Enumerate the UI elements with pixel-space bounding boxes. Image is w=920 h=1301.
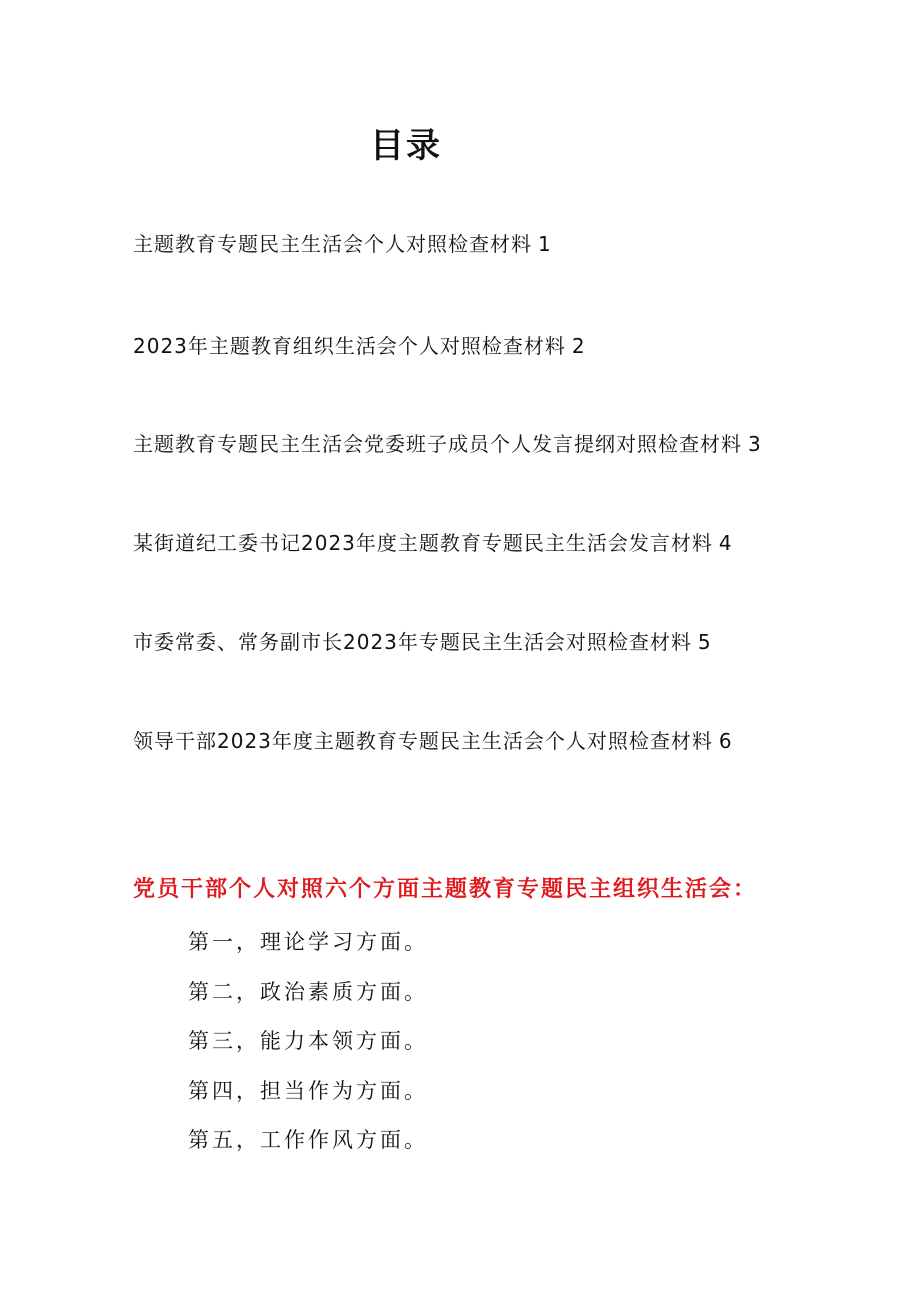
aspect-item: 第四，担当作为方面。 [188, 1079, 428, 1103]
aspect-item: 第五，工作作风方面。 [188, 1128, 428, 1152]
toc-entry-text: 某街道纪工委书记2023年度主题教育专题民主生活会发言材料 [133, 531, 713, 555]
toc-entry[interactable] [133, 726, 733, 756]
toc-entry-page: 6 [718, 729, 733, 753]
toc-entry-page: 4 [718, 531, 733, 555]
toc-entry-text: 市委常委、常务副市长2023年专题民主生活会对照检查材料 [133, 630, 692, 654]
toc-entry-text: 主题教育专题民主生活会党委班子成员个人发言提纲对照检查材料 [133, 432, 742, 456]
toc-entry-page: 2 [571, 334, 586, 358]
toc-entry-page: 1 [538, 232, 552, 256]
aspect-item: 第三，能力本领方面。 [188, 1029, 428, 1053]
toc-entry[interactable] [133, 528, 733, 558]
toc-entry-page: 5 [697, 630, 712, 654]
summary-heading: 党员干部个人对照六个方面主题教育专题民主组织生活会： [133, 876, 758, 902]
aspect-item: 第二，政治素质方面。 [188, 980, 428, 1004]
toc-entry[interactable] [133, 229, 552, 259]
toc-entry-text: 领导干部2023年度主题教育专题民主生活会个人对照检查材料 [133, 729, 713, 753]
toc-entry-page: 3 [748, 432, 762, 456]
aspect-item: 第一，理论学习方面。 [188, 930, 428, 954]
toc-entry[interactable] [133, 331, 586, 361]
toc-title: 目录 [370, 126, 442, 166]
toc-entry[interactable] [133, 429, 762, 459]
toc-entry-text: 主题教育专题民主生活会个人对照检查材料 [133, 232, 532, 256]
toc-entry-text: 2023年主题教育组织生活会个人对照检查材料 [133, 334, 566, 358]
toc-entry[interactable] [133, 627, 712, 657]
